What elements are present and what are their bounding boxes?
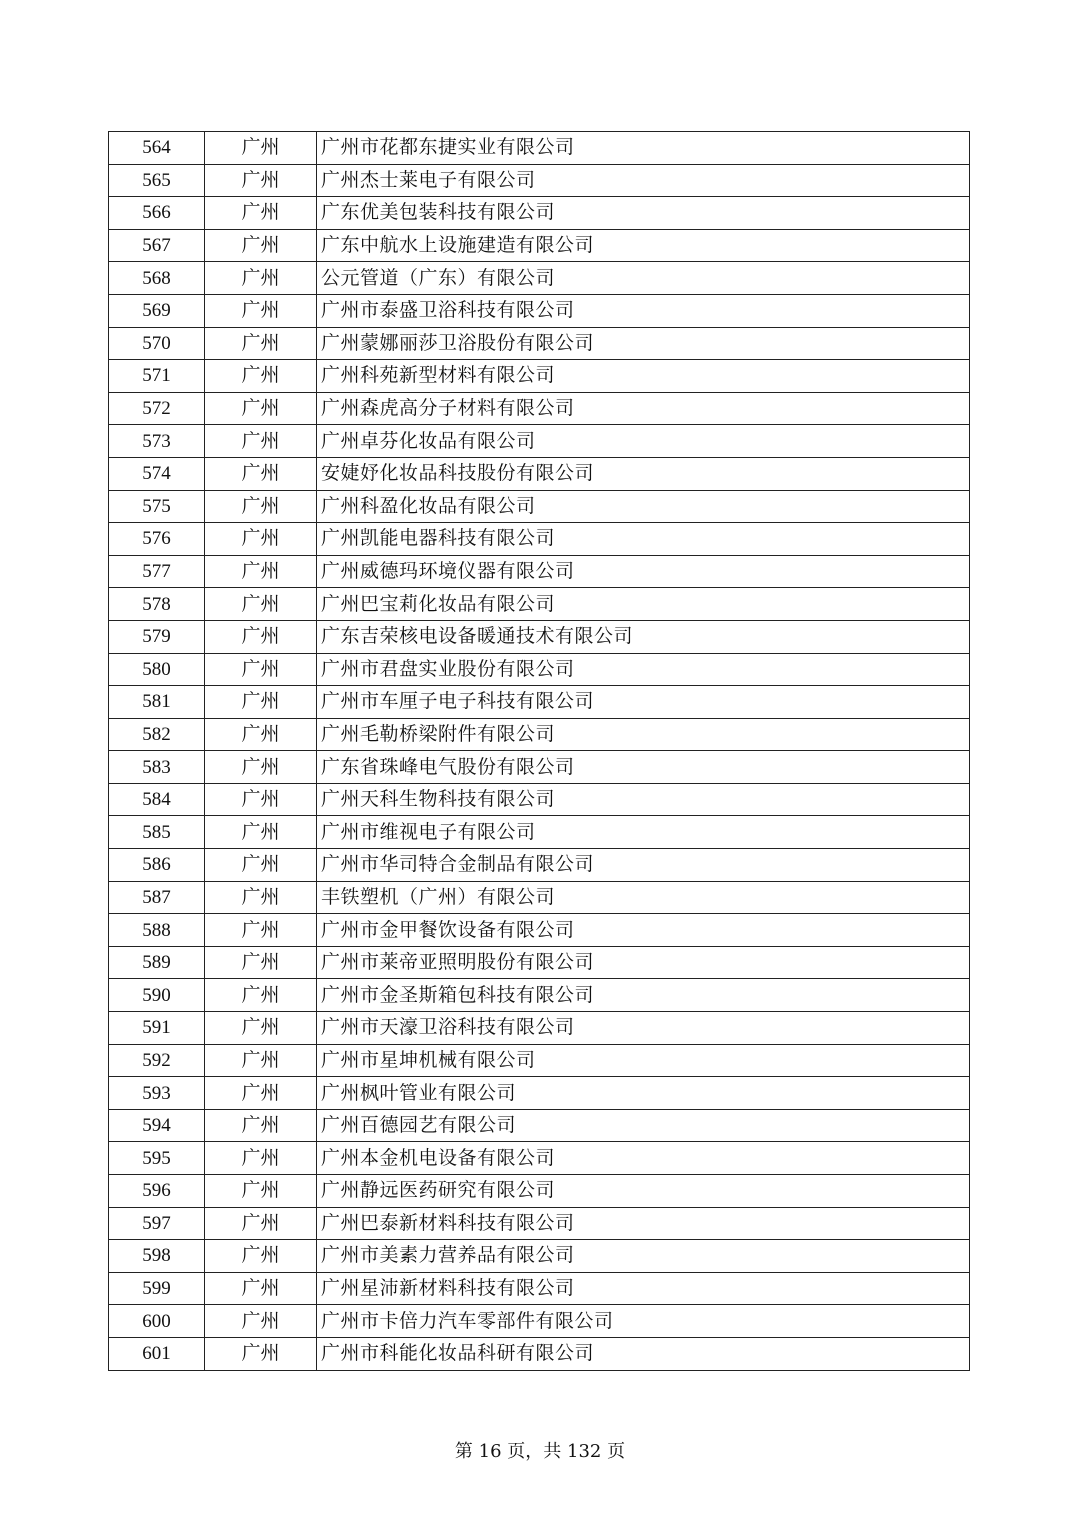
row-number-cell: 596 (109, 1175, 205, 1208)
table-row (109, 1272, 970, 1305)
company-name-cell: 广州巴宝莉化妆品有限公司 (317, 588, 970, 621)
table-row (109, 392, 970, 425)
company-name-cell: 广州巴泰新材料科技有限公司 (317, 1207, 970, 1240)
row-number-cell: 597 (109, 1207, 205, 1240)
table-row (109, 686, 970, 719)
company-name-cell: 广州科盈化妆品有限公司 (317, 490, 970, 523)
row-number-cell: 575 (109, 490, 205, 523)
row-number-cell: 576 (109, 523, 205, 556)
table-row (109, 1240, 970, 1273)
city-cell: 广州 (205, 881, 317, 914)
table-row (109, 457, 970, 490)
table-row (109, 360, 970, 393)
company-name-cell: 广东优美包装科技有限公司 (317, 197, 970, 230)
row-number-cell: 571 (109, 360, 205, 393)
row-number-cell: 568 (109, 262, 205, 295)
row-number-cell: 564 (109, 132, 205, 165)
table-row (109, 1175, 970, 1208)
row-number-cell: 589 (109, 946, 205, 979)
company-name-cell: 广州本金机电设备有限公司 (317, 1142, 970, 1175)
city-cell: 广州 (205, 1175, 317, 1208)
row-number-cell: 594 (109, 1109, 205, 1142)
city-cell: 广州 (205, 425, 317, 458)
company-name-cell: 广州市车厘子电子科技有限公司 (317, 686, 970, 719)
company-name-cell: 广州市华司特合金制品有限公司 (317, 849, 970, 882)
row-number-cell: 588 (109, 914, 205, 947)
city-cell: 广州 (205, 718, 317, 751)
table-row (109, 1044, 970, 1077)
city-cell: 广州 (205, 555, 317, 588)
company-name-cell: 广东吉荣核电设备暖通技术有限公司 (317, 620, 970, 653)
city-cell: 广州 (205, 686, 317, 719)
row-number-cell: 585 (109, 816, 205, 849)
table-row (109, 164, 970, 197)
city-cell: 广州 (205, 1272, 317, 1305)
city-cell: 广州 (205, 979, 317, 1012)
table-row (109, 653, 970, 686)
row-number-cell: 586 (109, 849, 205, 882)
city-cell: 广州 (205, 1109, 317, 1142)
company-name-cell: 广州星沛新材料科技有限公司 (317, 1272, 970, 1305)
row-number-cell: 580 (109, 653, 205, 686)
table-row (109, 751, 970, 784)
company-name-cell: 广州静远医药研究有限公司 (317, 1175, 970, 1208)
city-cell: 广州 (205, 620, 317, 653)
page-number-footer: 第 16 页，共 132 页 (454, 1441, 626, 1462)
city-cell: 广州 (205, 490, 317, 523)
row-number-cell: 581 (109, 686, 205, 719)
city-cell: 广州 (205, 523, 317, 556)
table-row (109, 783, 970, 816)
row-number-cell: 595 (109, 1142, 205, 1175)
company-name-cell: 广州威德玛环境仪器有限公司 (317, 555, 970, 588)
company-name-cell: 广州天科生物科技有限公司 (317, 783, 970, 816)
table-row (109, 197, 970, 230)
table-row (109, 132, 970, 165)
table-row (109, 1337, 970, 1370)
city-cell: 广州 (205, 1207, 317, 1240)
table-row (109, 914, 970, 947)
company-name-cell: 广州市星坤机械有限公司 (317, 1044, 970, 1077)
row-number-cell: 593 (109, 1077, 205, 1110)
row-number-cell: 567 (109, 229, 205, 262)
city-cell: 广州 (205, 360, 317, 393)
row-number-cell: 565 (109, 164, 205, 197)
row-number-cell: 599 (109, 1272, 205, 1305)
table-row (109, 425, 970, 458)
company-name-cell: 广东省珠峰电气股份有限公司 (317, 751, 970, 784)
company-name-cell: 广州市莱帝亚照明股份有限公司 (317, 946, 970, 979)
city-cell: 广州 (205, 1337, 317, 1370)
table-row (109, 229, 970, 262)
row-number-cell: 573 (109, 425, 205, 458)
city-cell: 广州 (205, 262, 317, 295)
table-row (109, 262, 970, 295)
city-cell: 广州 (205, 1044, 317, 1077)
company-name-cell: 广州蒙娜丽莎卫浴股份有限公司 (317, 327, 970, 360)
table-row (109, 523, 970, 556)
company-name-cell: 广州科苑新型材料有限公司 (317, 360, 970, 393)
city-cell: 广州 (205, 392, 317, 425)
company-name-cell: 广州市维视电子有限公司 (317, 816, 970, 849)
company-name-cell: 广州杰士莱电子有限公司 (317, 164, 970, 197)
row-number-cell: 584 (109, 783, 205, 816)
city-cell: 广州 (205, 1142, 317, 1175)
table-row (109, 718, 970, 751)
company-name-cell: 广州市君盘实业股份有限公司 (317, 653, 970, 686)
city-cell: 广州 (205, 457, 317, 490)
table-row (109, 849, 970, 882)
company-name-cell: 广州市美素力营养品有限公司 (317, 1240, 970, 1273)
company-name-cell: 公元管道（广东）有限公司 (317, 262, 970, 295)
company-name-cell: 广州市科能化妆品科研有限公司 (317, 1337, 970, 1370)
city-cell: 广州 (205, 132, 317, 165)
city-cell: 广州 (205, 816, 317, 849)
row-number-cell: 601 (109, 1337, 205, 1370)
row-number-cell: 590 (109, 979, 205, 1012)
company-name-cell: 广州市花都东捷实业有限公司 (317, 132, 970, 165)
table-row (109, 620, 970, 653)
city-cell: 广州 (205, 783, 317, 816)
city-cell: 广州 (205, 914, 317, 947)
row-number-cell: 582 (109, 718, 205, 751)
company-name-cell: 广州毛勒桥梁附件有限公司 (317, 718, 970, 751)
city-cell: 广州 (205, 653, 317, 686)
table-row (109, 979, 970, 1012)
table-row (109, 588, 970, 621)
company-name-cell: 广州森虎高分子材料有限公司 (317, 392, 970, 425)
city-cell: 广州 (205, 327, 317, 360)
table-row (109, 1077, 970, 1110)
row-number-cell: 591 (109, 1012, 205, 1045)
table-row (109, 1305, 970, 1338)
company-name-cell: 广州市天濠卫浴科技有限公司 (317, 1012, 970, 1045)
city-cell: 广州 (205, 197, 317, 230)
city-cell: 广州 (205, 751, 317, 784)
table-row (109, 294, 970, 327)
table-row (109, 555, 970, 588)
city-cell: 广州 (205, 849, 317, 882)
table-row (109, 327, 970, 360)
row-number-cell: 574 (109, 457, 205, 490)
city-cell: 广州 (205, 1305, 317, 1338)
city-cell: 广州 (205, 229, 317, 262)
row-number-cell: 583 (109, 751, 205, 784)
company-name-cell: 广州市金甲餐饮设备有限公司 (317, 914, 970, 947)
company-name-cell: 广州市泰盛卫浴科技有限公司 (317, 294, 970, 327)
row-number-cell: 569 (109, 294, 205, 327)
company-list-table (108, 131, 970, 1371)
table-body (109, 132, 970, 1371)
table-row (109, 881, 970, 914)
table-row (109, 1109, 970, 1142)
row-number-cell: 592 (109, 1044, 205, 1077)
city-cell: 广州 (205, 294, 317, 327)
city-cell: 广州 (205, 1012, 317, 1045)
company-name-cell: 广州卓芬化妆品有限公司 (317, 425, 970, 458)
row-number-cell: 570 (109, 327, 205, 360)
row-number-cell: 566 (109, 197, 205, 230)
row-number-cell: 600 (109, 1305, 205, 1338)
company-name-cell: 广州市金圣斯箱包科技有限公司 (317, 979, 970, 1012)
company-name-cell: 广东中航水上设施建造有限公司 (317, 229, 970, 262)
table-row (109, 946, 970, 979)
table-row (109, 490, 970, 523)
row-number-cell: 572 (109, 392, 205, 425)
row-number-cell: 579 (109, 620, 205, 653)
city-cell: 广州 (205, 1077, 317, 1110)
city-cell: 广州 (205, 164, 317, 197)
city-cell: 广州 (205, 1240, 317, 1273)
row-number-cell: 587 (109, 881, 205, 914)
row-number-cell: 598 (109, 1240, 205, 1273)
row-number-cell: 578 (109, 588, 205, 621)
table-row (109, 1012, 970, 1045)
city-cell: 广州 (205, 946, 317, 979)
city-cell: 广州 (205, 588, 317, 621)
table-row (109, 1207, 970, 1240)
company-name-cell: 广州枫叶管业有限公司 (317, 1077, 970, 1110)
table-row (109, 816, 970, 849)
company-name-cell: 广州百德园艺有限公司 (317, 1109, 970, 1142)
table-row (109, 1142, 970, 1175)
company-name-cell: 广州市卡倍力汽车零部件有限公司 (317, 1305, 970, 1338)
row-number-cell: 577 (109, 555, 205, 588)
company-name-cell: 广州凯能电器科技有限公司 (317, 523, 970, 556)
company-name-cell: 丰铁塑机（广州）有限公司 (317, 881, 970, 914)
company-name-cell: 安婕妤化妆品科技股份有限公司 (317, 457, 970, 490)
